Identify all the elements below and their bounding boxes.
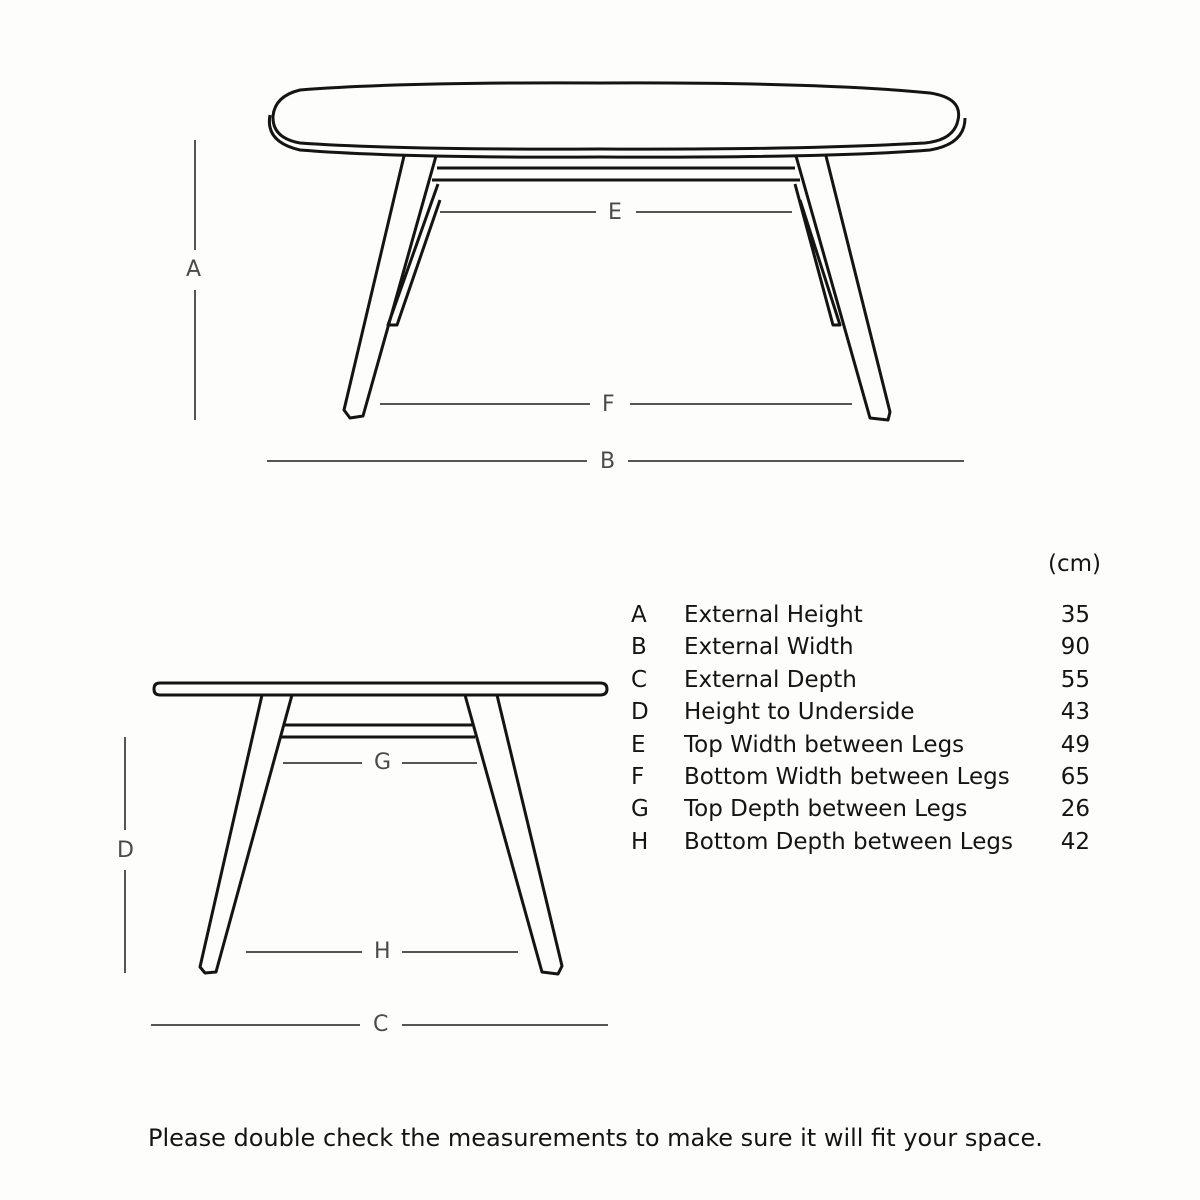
measurement-value: 65 [1060, 763, 1090, 790]
measurement-row [631, 599, 1101, 631]
measurement-row [631, 696, 1101, 728]
side-left-leg [200, 695, 292, 973]
measurement-row [631, 793, 1101, 825]
right-leg [796, 156, 890, 420]
seat-edge [269, 115, 965, 157]
left-leg [344, 156, 436, 418]
front-dimension-lines [195, 140, 964, 461]
measurement-row [631, 761, 1101, 793]
measurement-value: 43 [1060, 699, 1090, 726]
measurement-key: A [631, 602, 647, 628]
measurement-value: 26 [1060, 796, 1090, 823]
label-h: H [374, 939, 391, 964]
label-f: F [602, 392, 615, 417]
right-leg-back [795, 184, 840, 325]
seat-top [273, 83, 959, 149]
side-seat [154, 683, 607, 695]
label-e: E [608, 200, 622, 225]
unit-label: (cm) [1048, 551, 1101, 577]
measurement-key: F [631, 763, 645, 790]
measurement-row [631, 826, 1101, 858]
measurement-key: E [631, 731, 646, 758]
label-b: B [600, 449, 616, 474]
measurement-key: B [631, 634, 647, 661]
bench-front-view [269, 83, 965, 420]
measurement-label: Top Depth between Legs [684, 796, 968, 823]
measurement-key: D [631, 699, 649, 726]
measurement-value: 42 [1060, 828, 1090, 855]
measurement-value: 49 [1060, 731, 1090, 758]
measurement-key: H [631, 828, 649, 855]
measurement-label: Height to Underside [684, 699, 915, 726]
measurement-table [631, 599, 1101, 858]
measurement-row [631, 729, 1101, 761]
measurement-value: 55 [1060, 666, 1090, 693]
measurement-label: Bottom Depth between Legs [684, 828, 1013, 855]
side-stretcher [281, 725, 475, 737]
label-c: C [373, 1012, 389, 1037]
measurement-label: External Height [684, 602, 863, 628]
front-stretcher [432, 168, 800, 180]
measurement-value: 35 [1060, 602, 1090, 628]
measurement-value: 90 [1060, 634, 1090, 661]
measurement-key: G [631, 796, 649, 823]
measurement-label: Bottom Width between Legs [684, 763, 1010, 790]
measurement-label: External Width [684, 634, 854, 661]
label-a: A [186, 257, 202, 282]
bench-side-view [154, 683, 607, 974]
footer-note: Please double check the measurements to make sure it will fit your space. [148, 1124, 1043, 1152]
measurement-label: External Depth [684, 666, 857, 693]
label-d: D [117, 838, 134, 863]
label-g: G [374, 750, 392, 775]
measurement-row [631, 631, 1101, 663]
measurement-row [631, 664, 1101, 696]
side-dimension-lines [125, 737, 608, 1025]
measurement-label: Top Width between Legs [684, 731, 965, 758]
side-right-leg [465, 695, 562, 974]
measurement-key: C [631, 666, 648, 693]
left-leg-back [388, 184, 440, 325]
